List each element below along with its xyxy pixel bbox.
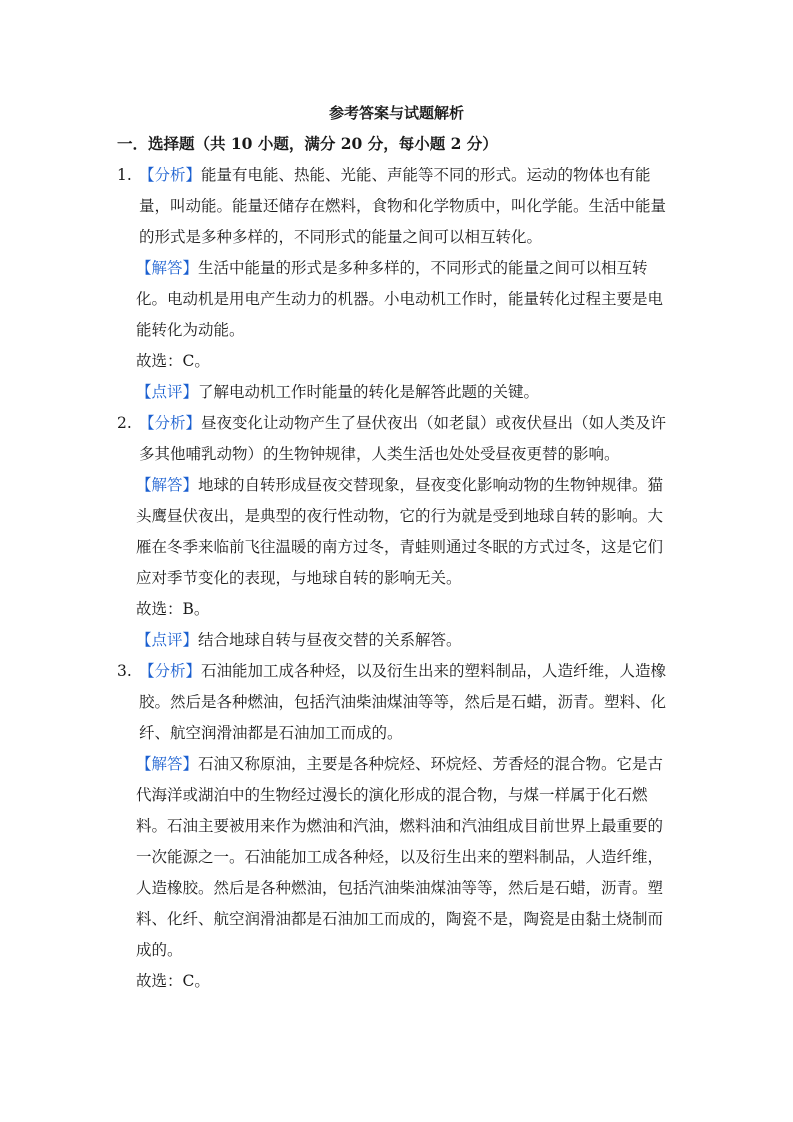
comment-paragraph bbox=[136, 625, 677, 656]
analysis-text: 昼夜变化让动物产生了昼伏夜出（如老鼠）或夜伏昼出（如人类及许多其他哺乳动物）的生物钟规律，人类生活也处处受昼夜更替的影响。 bbox=[139, 414, 667, 463]
answer-paragraph bbox=[136, 749, 677, 966]
answer-tag: 【解答】 bbox=[136, 476, 199, 494]
section-heading: 一．选择题（共 10 小题，满分 20 分，每小题 2 分） bbox=[117, 134, 498, 153]
choice-line: 故选：B。 bbox=[136, 600, 210, 618]
question-number: 2. bbox=[117, 414, 132, 432]
question-number: 1. bbox=[117, 166, 132, 184]
answer-tag: 【解答】 bbox=[136, 259, 199, 277]
answer-text: 石油又称原油，主要是各种烷烃、环烷烃、芳香烃的混合物。它是古代海洋或湖泊中的生物经过漫长的演化形成的混合物，与煤一样属于化石燃料。石油主要被用来作为燃油和汽油，燃料油和汽油组成目前世界上最重要的一次能源之一。石油能加工成各种烃，以及衍生出来的塑料制品，人造纤维，人造橡胶。然后是各种燃油，包括汽油柴油煤油等等，然后是石蜡，沥青。塑料、化纤、航空润滑油都是石油加工而成的，陶瓷不是，陶瓷是由黏土烧制而成的。 bbox=[136, 755, 664, 959]
analysis-text: 石油能加工成各种烃，以及衍生出来的塑料制品，人造纤维，人造橡胶。然后是各种燃油，包括汽油柴油煤油等等，然后是石蜡，沥青。塑料、化纤、航空润滑油都是石油加工而成的。 bbox=[139, 662, 667, 742]
comment-tag: 【点评】 bbox=[136, 631, 199, 649]
question-item-2 bbox=[117, 408, 677, 470]
analysis-paragraph bbox=[139, 160, 677, 253]
analysis-text: 能量有电能、热能、光能、声能等不同的形式。运动的物体也有能量，叫动能。能量还储存在燃料，食物和化学物质中，叫化学能。生活中能量的形式是多种多样的，不同形式的能量之间可以相互转化。 bbox=[139, 166, 667, 246]
comment-paragraph bbox=[136, 377, 677, 408]
answer-tag: 【解答】 bbox=[136, 755, 199, 773]
analysis-paragraph bbox=[139, 408, 677, 470]
comment-text: 了解电动机工作时能量的转化是解答此题的关键。 bbox=[198, 383, 540, 401]
choice-line: 故选：C。 bbox=[136, 352, 210, 370]
question-item-3 bbox=[117, 656, 677, 749]
analysis-tag: 【分析】 bbox=[139, 662, 202, 680]
answer-text: 生活中能量的形式是多种多样的，不同形式的能量之间可以相互转化。电动机是用电产生动力的机器。小电动机工作时，能量转化过程主要是电能转化为动能。 bbox=[136, 259, 664, 339]
question-list bbox=[117, 160, 677, 997]
analysis-paragraph bbox=[139, 656, 677, 749]
analysis-tag: 【分析】 bbox=[139, 166, 202, 184]
question-item-1 bbox=[117, 160, 677, 253]
answer-paragraph bbox=[136, 253, 677, 346]
comment-text: 结合地球自转与昼夜交替的关系解答。 bbox=[198, 631, 462, 649]
choice-line: 故选：C。 bbox=[136, 972, 210, 990]
analysis-tag: 【分析】 bbox=[139, 414, 202, 432]
answer-text: 地球的自转形成昼夜交替现象，昼夜变化影响动物的生物钟规律。猫头鹰昼伏夜出，是典型的夜行性动物，它的行为就是受到地球自转的影响。大雁在冬季来临前飞往温暖的南方过冬，青蛙则通过冬眠的方式过冬，这是它们应对季节变化的表现，与地球自转的影响无关。 bbox=[136, 476, 664, 587]
answer-paragraph bbox=[136, 470, 677, 594]
comment-tag: 【点评】 bbox=[136, 383, 199, 401]
question-number: 3. bbox=[117, 662, 132, 680]
page-title: 参考答案与试题解析 bbox=[328, 104, 464, 122]
